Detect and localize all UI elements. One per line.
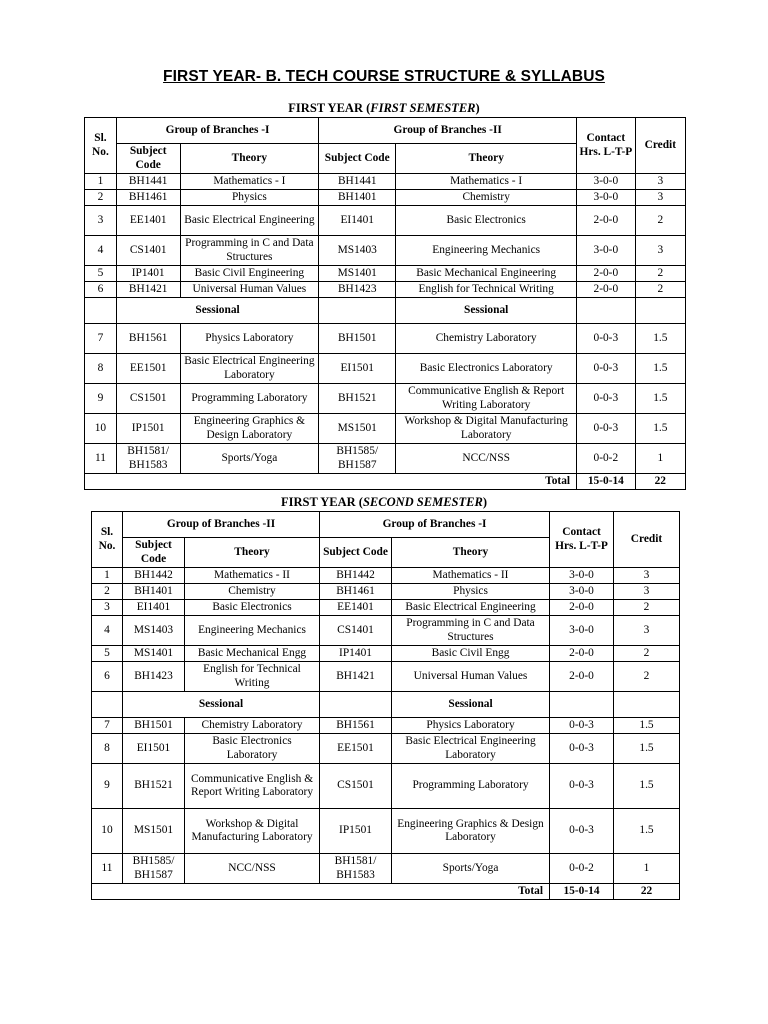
serial-number: 3 (85, 206, 117, 236)
subject-name: Chemistry (396, 190, 577, 206)
subject-name: Chemistry (185, 584, 320, 600)
course-row (92, 809, 680, 854)
credit-value: 1.5 (614, 734, 680, 764)
subject-name: Sports/Yoga (180, 444, 319, 474)
semester-caption (0, 495, 768, 510)
serial-number: 10 (85, 414, 117, 444)
subject-name: English for Technical Writing (185, 662, 320, 692)
subject-code-header: Subject Code (319, 144, 396, 174)
course-row (85, 414, 686, 444)
contact-hours: 2-0-0 (550, 646, 614, 662)
subject-code-header: Subject Code (123, 538, 185, 568)
course-row (92, 584, 680, 600)
subject-code: BH1581/ BH1583 (116, 444, 180, 474)
subject-name: Universal Human Values (180, 282, 319, 298)
subject-name: Basic Electrical Engineering (180, 206, 319, 236)
contact-hours: 2-0-0 (550, 662, 614, 692)
subject-name: Mathematics - II (185, 568, 320, 584)
semester-caption (0, 101, 768, 116)
course-row (85, 190, 686, 206)
contact-hours: 3-0-0 (550, 616, 614, 646)
subject-name: Basic Electronics (185, 600, 320, 616)
credit-header: Credit (614, 512, 680, 568)
credit-value: 3 (614, 616, 680, 646)
subject-code: BH1521 (123, 764, 185, 809)
sessional-label: Sessional (396, 298, 577, 324)
subject-name: Basic Electrical Engineering Laboratory (392, 734, 550, 764)
contact-hours: 0-0-3 (550, 734, 614, 764)
serial-number: 6 (92, 662, 123, 692)
credit-header: Credit (635, 118, 685, 174)
subject-code: EI1401 (123, 600, 185, 616)
contact-hours: 3-0-0 (577, 190, 636, 206)
serial-number: 11 (85, 444, 117, 474)
course-row (92, 616, 680, 646)
subject-name: Basic Civil Engg (392, 646, 550, 662)
group-header: Group of Branches -II (123, 512, 320, 538)
credit-value: 3 (614, 584, 680, 600)
subject-name: Physics Laboratory (392, 718, 550, 734)
serial-number: 8 (85, 354, 117, 384)
course-row (92, 662, 680, 692)
subject-name: NCC/NSS (396, 444, 577, 474)
subject-name: Chemistry Laboratory (396, 324, 577, 354)
serial-number: 5 (85, 266, 117, 282)
subject-code: BH1421 (320, 662, 392, 692)
credit-value: 2 (635, 206, 685, 236)
subject-code: IP1501 (116, 414, 180, 444)
contact-hours: 0-0-3 (550, 718, 614, 734)
total-label: Total (85, 474, 577, 490)
credit-value: 2 (614, 646, 680, 662)
sessional-label: Sessional (116, 298, 318, 324)
course-row (92, 646, 680, 662)
sessional-header-row (85, 298, 686, 324)
course-row (92, 734, 680, 764)
course-table-first-semester (84, 117, 686, 490)
subject-code: CS1401 (116, 236, 180, 266)
subject-name: Engineering Graphics & Design Laboratory (180, 414, 319, 444)
subject-name: Engineering Graphics & Design Laboratory (392, 809, 550, 854)
empty-cell (320, 692, 392, 718)
subject-code: MS1401 (319, 266, 396, 282)
contact-hours: 0-0-3 (550, 764, 614, 809)
serial-number: 7 (92, 718, 123, 734)
serial-number: 6 (85, 282, 117, 298)
subject-code: EI1401 (319, 206, 396, 236)
subject-name: Universal Human Values (392, 662, 550, 692)
caption-semester: SECOND SEMESTER (362, 495, 483, 509)
subject-code: MS1403 (123, 616, 185, 646)
page-title: FIRST YEAR- B. TECH COURSE STRUCTURE & SYLLABUS (163, 68, 605, 85)
credit-value: 1.5 (614, 718, 680, 734)
subject-code: CS1501 (320, 764, 392, 809)
empty-cell (92, 692, 123, 718)
subject-name: Workshop & Digital Manufacturing Laboratory (396, 414, 577, 444)
course-row (85, 266, 686, 282)
credit-value: 1.5 (635, 324, 685, 354)
subject-code: BH1442 (123, 568, 185, 584)
empty-cell (550, 692, 614, 718)
total-contact-hours: 15-0-14 (550, 884, 614, 900)
subject-name: Basic Electrical Engineering Laboratory (180, 354, 319, 384)
serial-number: 9 (92, 764, 123, 809)
credit-value: 1 (614, 854, 680, 884)
contact-hours: 2-0-0 (550, 600, 614, 616)
serial-number: 7 (85, 324, 117, 354)
subject-name: Mathematics - I (180, 174, 319, 190)
subject-code: BH1561 (116, 324, 180, 354)
subject-name: Programming in C and Data Structures (392, 616, 550, 646)
contact-hours-header: Contact Hrs. L-T-P (577, 118, 636, 174)
group-header: Group of Branches -I (320, 512, 550, 538)
caption-prefix: FIRST YEAR ( (288, 101, 371, 115)
contact-hours: 2-0-0 (577, 282, 636, 298)
subject-code: BH1581/ BH1583 (320, 854, 392, 884)
serial-number: 4 (92, 616, 123, 646)
course-row (92, 764, 680, 809)
subject-code: BH1423 (123, 662, 185, 692)
contact-hours: 3-0-0 (577, 174, 636, 190)
contact-hours: 0-0-3 (577, 324, 636, 354)
course-row (92, 600, 680, 616)
contact-hours: 0-0-3 (550, 809, 614, 854)
course-row (85, 236, 686, 266)
credit-value: 1.5 (635, 354, 685, 384)
subject-code: BH1442 (320, 568, 392, 584)
contact-hours: 3-0-0 (550, 584, 614, 600)
subject-name: Programming in C and Data Structures (180, 236, 319, 266)
credit-value: 3 (635, 236, 685, 266)
subject-code: BH1401 (319, 190, 396, 206)
serial-number: 1 (85, 174, 117, 190)
course-row (92, 718, 680, 734)
subject-code: BH1585/ BH1587 (319, 444, 396, 474)
subject-code: BH1501 (123, 718, 185, 734)
empty-cell (577, 298, 636, 324)
credit-value: 1 (635, 444, 685, 474)
subject-name: Programming Laboratory (392, 764, 550, 809)
subject-code: BH1585/ BH1587 (123, 854, 185, 884)
subject-name: Communicative English & Report Writing Laboratory (396, 384, 577, 414)
contact-hours: 0-0-3 (577, 354, 636, 384)
subject-name: Basic Civil Engineering (180, 266, 319, 282)
credit-value: 3 (614, 568, 680, 584)
subject-name: Basic Electrical Engineering (392, 600, 550, 616)
group-header: Group of Branches -I (116, 118, 318, 144)
subject-name: Engineering Mechanics (185, 616, 320, 646)
course-row (85, 206, 686, 236)
subject-code: IP1501 (320, 809, 392, 854)
caption-suffix: ) (482, 495, 487, 509)
subject-name: Mathematics - II (392, 568, 550, 584)
course-row (85, 324, 686, 354)
subject-name: Communicative English & Report Writing Laboratory (185, 764, 320, 809)
sessional-label: Sessional (123, 692, 320, 718)
sessional-header-row (92, 692, 680, 718)
empty-cell (635, 298, 685, 324)
subject-name: Mathematics - I (396, 174, 577, 190)
credit-value: 3 (635, 190, 685, 206)
subject-code: MS1501 (319, 414, 396, 444)
credit-value: 2 (614, 600, 680, 616)
contact-hours: 2-0-0 (577, 206, 636, 236)
course-row (92, 568, 680, 584)
serial-number: 8 (92, 734, 123, 764)
subject-code: EE1401 (320, 600, 392, 616)
subject-name: Basic Mechanical Engg (185, 646, 320, 662)
subject-code: EI1501 (319, 354, 396, 384)
subject-code: IP1401 (320, 646, 392, 662)
sl-no-header: Sl. No. (92, 512, 123, 568)
course-row (92, 854, 680, 884)
subject-code: BH1561 (320, 718, 392, 734)
group-header: Group of Branches -II (319, 118, 577, 144)
course-row (85, 354, 686, 384)
total-credit: 22 (614, 884, 680, 900)
subject-code: BH1421 (116, 282, 180, 298)
subject-code: BH1441 (319, 174, 396, 190)
subject-name: Basic Electronics Laboratory (396, 354, 577, 384)
subject-code-header: Subject Code (320, 538, 392, 568)
subject-code: EE1401 (116, 206, 180, 236)
course-table-second-semester (91, 511, 680, 900)
theory-header: Theory (396, 144, 577, 174)
subject-code: BH1461 (116, 190, 180, 206)
empty-cell (614, 692, 680, 718)
subject-name: Basic Mechanical Engineering (396, 266, 577, 282)
credit-value: 2 (614, 662, 680, 692)
subject-code: IP1401 (116, 266, 180, 282)
theory-header: Theory (392, 538, 550, 568)
subject-code: MS1501 (123, 809, 185, 854)
caption-semester: FIRST SEMESTER (370, 101, 476, 115)
serial-number: 10 (92, 809, 123, 854)
credit-value: 1.5 (635, 414, 685, 444)
subject-name: Physics (392, 584, 550, 600)
header-row (92, 512, 680, 538)
subject-name: Physics (180, 190, 319, 206)
subject-code: EI1501 (123, 734, 185, 764)
serial-number: 11 (92, 854, 123, 884)
serial-number: 9 (85, 384, 117, 414)
contact-hours: 0-0-3 (577, 414, 636, 444)
course-row (85, 174, 686, 190)
subject-name: English for Technical Writing (396, 282, 577, 298)
subject-name: Physics Laboratory (180, 324, 319, 354)
subject-code: BH1501 (319, 324, 396, 354)
caption-suffix: ) (475, 101, 480, 115)
serial-number: 5 (92, 646, 123, 662)
contact-hours: 0-0-2 (550, 854, 614, 884)
total-credit: 22 (635, 474, 685, 490)
subject-code: EE1501 (116, 354, 180, 384)
total-label: Total (92, 884, 550, 900)
subject-code: MS1401 (123, 646, 185, 662)
subject-name: NCC/NSS (185, 854, 320, 884)
subject-code: BH1401 (123, 584, 185, 600)
subject-name: Basic Electronics Laboratory (185, 734, 320, 764)
total-row (85, 474, 686, 490)
serial-number: 2 (92, 584, 123, 600)
subject-code-header: Subject Code (116, 144, 180, 174)
course-row (85, 384, 686, 414)
subject-name: Chemistry Laboratory (185, 718, 320, 734)
total-contact-hours: 15-0-14 (577, 474, 636, 490)
subject-code: BH1441 (116, 174, 180, 190)
sessional-label: Sessional (392, 692, 550, 718)
course-row (85, 444, 686, 474)
course-row (85, 282, 686, 298)
contact-hours: 0-0-2 (577, 444, 636, 474)
subject-code: EE1501 (320, 734, 392, 764)
contact-hours: 2-0-0 (577, 266, 636, 282)
subject-code: BH1461 (320, 584, 392, 600)
subject-name: Workshop & Digital Manufacturing Laboratory (185, 809, 320, 854)
credit-value: 3 (635, 174, 685, 190)
theory-header: Theory (180, 144, 319, 174)
contact-hours: 0-0-3 (577, 384, 636, 414)
contact-hours: 3-0-0 (550, 568, 614, 584)
subject-code: CS1501 (116, 384, 180, 414)
serial-number: 4 (85, 236, 117, 266)
sl-no-header: Sl. No. (85, 118, 117, 174)
subject-name: Programming Laboratory (180, 384, 319, 414)
credit-value: 1.5 (614, 809, 680, 854)
subject-code: CS1401 (320, 616, 392, 646)
serial-number: 3 (92, 600, 123, 616)
credit-value: 1.5 (614, 764, 680, 809)
credit-value: 2 (635, 282, 685, 298)
subject-code: BH1521 (319, 384, 396, 414)
credit-value: 2 (635, 266, 685, 282)
subject-name: Engineering Mechanics (396, 236, 577, 266)
empty-cell (319, 298, 396, 324)
subject-code: BH1423 (319, 282, 396, 298)
empty-cell (85, 298, 117, 324)
header-row (85, 118, 686, 144)
contact-hours: 3-0-0 (577, 236, 636, 266)
serial-number: 1 (92, 568, 123, 584)
theory-header: Theory (185, 538, 320, 568)
serial-number: 2 (85, 190, 117, 206)
contact-hours-header: Contact Hrs. L-T-P (550, 512, 614, 568)
total-row (92, 884, 680, 900)
subject-name: Sports/Yoga (392, 854, 550, 884)
subject-code: MS1403 (319, 236, 396, 266)
caption-prefix: FIRST YEAR ( (281, 495, 363, 509)
credit-value: 1.5 (635, 384, 685, 414)
subject-name: Basic Electronics (396, 206, 577, 236)
